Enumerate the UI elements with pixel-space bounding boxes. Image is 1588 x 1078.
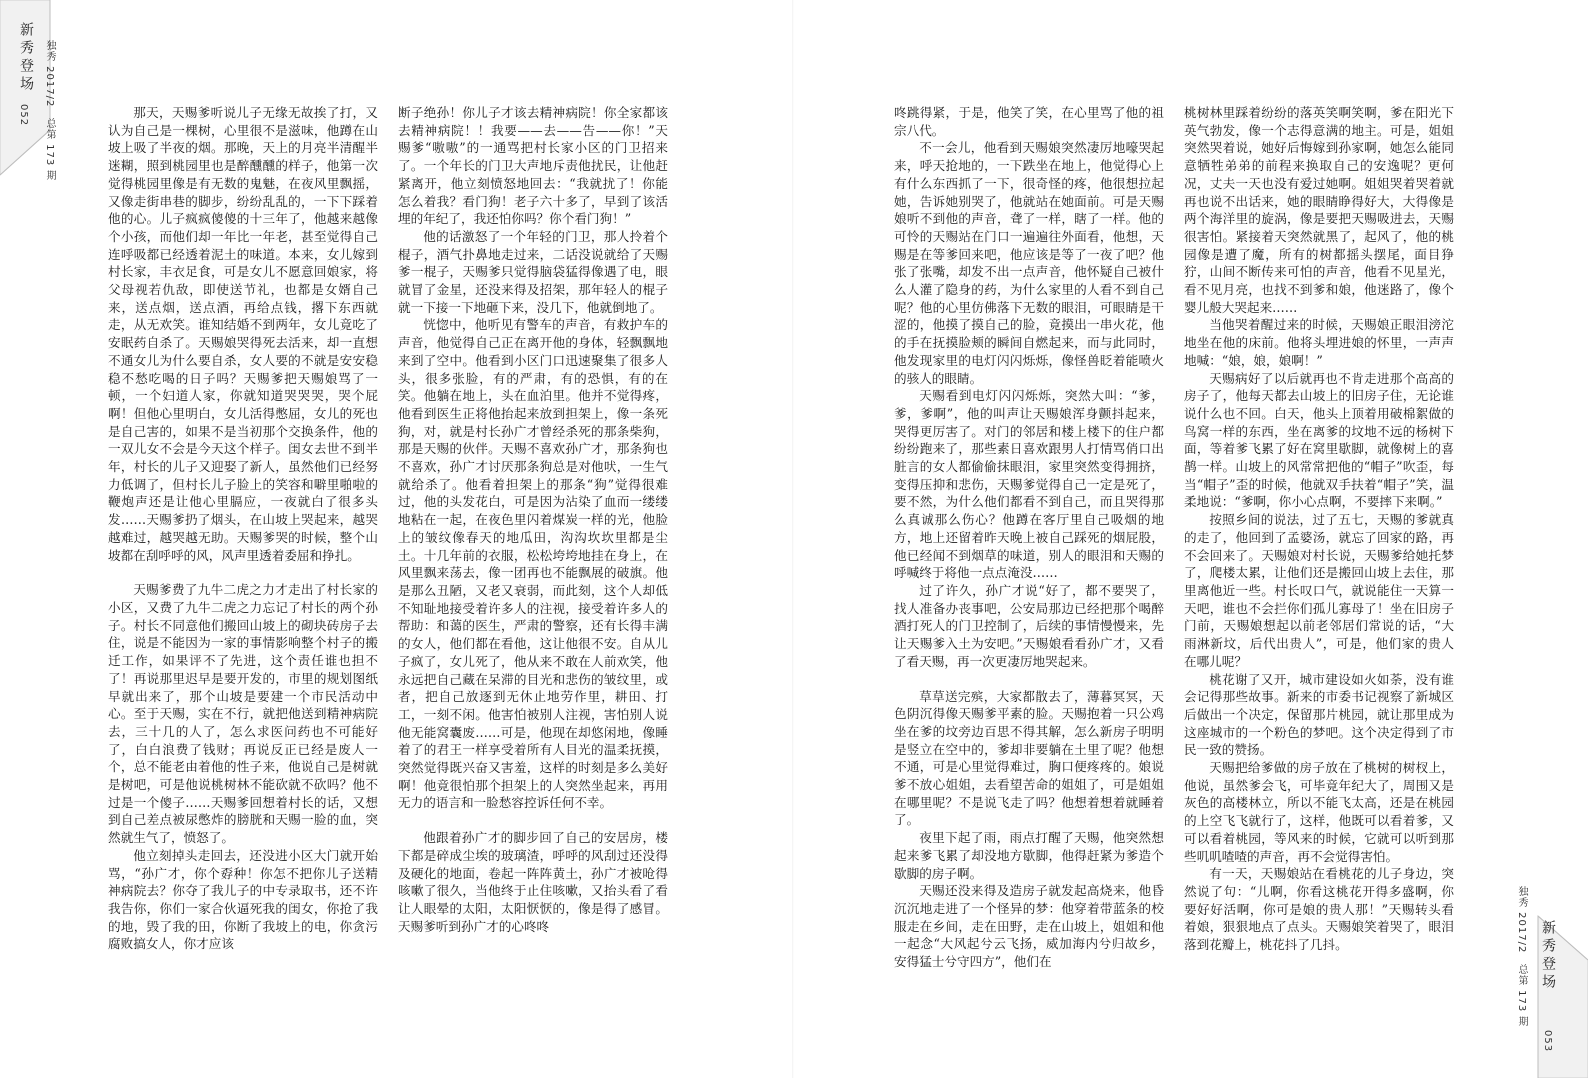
paragraph: 天赐爹费了九牛二虎之力才走出了村长家的小区，又费了九牛二虎之力忘记了村长的两个孙子。村长不同意他们搬回山坡上的砌块砖房子去住，说是不能因为一家的事情影响整个村子的搬迁工作，如果评不了先进，这个责任谁也担不了！再说那里迟早是要开发的，市里的规划图纸早就出来了，那个山坡是要建一个市民活动中心。至于天赐，实在不行，就把他送到精神病院去，三十几的人了，怎么求医问药也不可能好了，白白浪费了钱财；再说反正已经是废人一个，总不能老由着他的性子来，他说自己是树就是树吧，可是他说桃树林不能砍就不砍吗？他不过是一个傻子……天赐爹回想着村长的话，又想到自己差点被尿憋炸的膀胱和天赐一脸的血，突然就生气了，愤怒了。 bbox=[108, 582, 378, 846]
journal-title: 独秀 2017/2 bbox=[1516, 886, 1527, 954]
section-label: 新秀登场 bbox=[1540, 920, 1556, 992]
paragraph: 天赐把给爹做的房子放在了桃树的树杈上，他说，虽然爹会飞，可毕竟年纪大了，周围又是灰色的高楼林立，所以不能飞太高，还是在桃园的上空飞飞就行了，这样，他既可以看着爹，又可以看着桃园，等风来的时候，它就可以听到那些叽叽喳喳的声音，再不会觉得害怕。 bbox=[1184, 760, 1454, 864]
paragraph: 他跟着孙广才的脚步回了自己的安居房，楼下都是碎成尘埃的玻璃渣，呼呼的风刮过还没得及硬化的地面，卷起一阵阵黄土，孙广才被呛得咳嗽了很久，当他终于止住咳嗽，又抬头看了看让人眼晕的太阳，太阳恹恹的，像是得了感冒。天赐爹听到孙广才的心咚咚 bbox=[398, 830, 668, 934]
paragraph: 当他哭着醒过来的时候，天赐娘正眼泪滂沱地坐在他的床前。他将头埋进娘的怀里，一声声地喊：“娘，娘，娘啊！” bbox=[1184, 317, 1454, 368]
paragraph: 他的话激怒了一个年轻的门卫，那人拎着个棍子，酒气扑鼻地走过来，二话没说就给了天赐爹一棍子，天赐爹只觉得脑袋猛得像遇了电，眼就冒了金星，还没来得及招架，那年轻人的棍子就一下接一下地砸下来，没几下，他就倒地了。 bbox=[398, 228, 668, 315]
section-label: 新秀登场 bbox=[18, 22, 34, 94]
paragraph: 桃树林里踩着纷纷的落英笑啊笑啊，爹在阳光下英气勃发，像一个志得意满的地主。可是，姐姐突然哭着说，她好后悔嫁到孙家啊，她怎么能同意牺牲弟弟的前程来换取自己的安逸呢？更何况，丈夫一天也没有爱过她啊。姐姐哭着哭着就再也说不出话来，她的眼睛睁得好大，大得像是两个海洋里的旋涡，像是要把天赐吸进去，天赐很害怕。紧接着天突然就黑了，起风了，他的桃园像是遭了魔，所有的树都摇头摆尾，面目狰狞，山间不断传来可怕的声音，他看不见星光，看不见月亮，也找不到爹和娘，他迷路了，像个婴儿般大哭起来…… bbox=[1184, 105, 1454, 315]
right-page bbox=[794, 0, 1588, 1078]
paragraph: 他立刻掉头走回去，还没进小区大门就开始骂，“孙广才，你个孬种！你怎不把你儿子送精神病院去？你夺了我儿子的中专录取书，还不许我告你，你们一家合伙逼死我的闺女，你抢了我的地，毁了我的田，你断了我坡上的电，你贪污腐败搞女人，你才应该 bbox=[108, 847, 378, 952]
paragraph: 天赐看到电灯闪闪烁烁，突然大叫：“爹，爹，爹啊”，他的叫声让天赐娘浑身颤抖起来，哭得更厉害了。对门的邻居和楼上楼下的住户都纷纷跑来了，那些素日喜欢跟男人打情骂俏口出脏言的女人都偷偷抹眼泪，家里突然变得拥挤，变得压抑和悲伤，天赐爹觉得自己一定是死了，要不然，为什么他们都看不到自己，而且哭得那么真诚那么伤心？他蹲在客厅里自己吸烟的地方，地上还留着昨天晚上被自己踩死的烟屁股，他已经闻不到烟草的味道，别人的眼泪和天赐的呼喊终于将他一点点淹没…… bbox=[894, 388, 1164, 581]
paragraph: 过了许久，孙广才说“好了，都不要哭了，找人准备办丧事吧，公安局那边已经把那个喝醉酒打死人的门卫控制了，后续的事情慢慢来，先让天赐爹入土为安吧。”天赐娘看看孙广才，又看了看天赐，再一次更凄厉地哭起来。 bbox=[894, 582, 1164, 669]
paragraph: 按照乡间的说法，过了五七，天赐的爹就真的走了，他回到了孟婆汤，就忘了回家的路，再不会回来了。天赐娘对村长说，天赐爹给她托梦了，爬楼太累，让他们还是搬回山坡上去住，那里离他近一些。村长叹口气，就说能住一天算一天吧，谁也不会拦你们孤儿寡母了！坐在旧房子门前，天赐娘想起以前老邻居们常说的话，“大雨淋新坟，后代出贵人”，可是，他们家的贵人在哪儿呢？ bbox=[1184, 512, 1454, 669]
paragraph: 夜里下起了雨，雨点打醒了天赐，他突然想起来爹飞累了却没地方歇脚，他得赶紧为爹造个歇脚的房子啊。 bbox=[894, 830, 1164, 881]
paragraph: 不一会儿，他看到天赐娘突然凄厉地嚎哭起来，呼天抢地的，一下跌坐在地上，他觉得心上有什么东西抓了一下，很奇怪的疼，他很想拉起她，告诉她别哭了，他就站在她面前。可是天赐娘听不到他的声音，聋了一样，瞎了一样。他的可怜的天赐站在门口一遍遍往外面看，他想，天赐是在等爹回来吧，他应该是等了一夜了吧？他张了张嘴，却发不出一点声音，他怀疑自己被什么人灌了隐身的药，为什么家里的人看不到自己呢？他的心里仿佛落下无数的眼泪，可眼睛是干涩的，他摸了摸自己的脸，竟摸出一串火花，他的手在抚摸脸颊的瞬间自燃起来，而与此同时，他发现家里的电灯闪闪烁烁，像怪兽眨着能喷火的骇人的眼睛。 bbox=[894, 140, 1164, 386]
page-number: 052 bbox=[18, 104, 29, 127]
paragraph: 桃花谢了又开，城市建设如火如荼，没有谁会记得那些故事。新来的市委书记视察了新城区后做出一个决定，保留那片桃园，就让那里成为这座城市的一个粉色的梦吧。这个决定得到了市民一致的赞扬。 bbox=[1184, 671, 1454, 758]
paragraph: 断子绝孙！你儿子才该去精神病院！你全家都该去精神病院！！我要——去——告——你！”天赐爹“嗷嗷”的一通骂把村长家小区的门卫招来了。一个年长的门卫大声地斥责他扰民，让他赶紧离开，他立刻愤怒地回去：“我就扰了！你能怎么着我？看门狗！老子六十多了，早到了该活埋的年纪了，我还怕你吗？你个看门狗！” bbox=[398, 105, 668, 227]
paragraph: 有一天，天赐娘站在看桃花的儿子身边，突然说了句：“儿啊，你看这桃花开得多盛啊，你要好好活啊，你可是娘的贵人那！”天赐转头看着娘，狠狠地点了点头。天赐娘笑着哭了，眼泪落到花瓣上，桃花抖了几抖。 bbox=[1184, 866, 1454, 953]
paragraph: 草草送完殡，大家都散去了，薄暮冥冥，天色阴沉得像天赐爹平素的脸。天赐抱着一只公鸡坐在爹的坟旁边百思不得其解，怎么新房子明明是竖立在空中的，爹却非要躺在土里了呢？他想不通，可是心里觉得难过，胸口便疼疼的。娘说爹不放心姐姐，去看望苦命的姐姐了，可是姐姐在哪里呢？不是说飞走了吗？他想着想着就睡着了。 bbox=[894, 688, 1164, 828]
text-column-4 bbox=[1184, 104, 1454, 954]
text-column-1 bbox=[108, 104, 378, 953]
issue-number: 总第 173 期 bbox=[44, 118, 55, 182]
issue-number: 总第 173 期 bbox=[1516, 964, 1527, 1028]
paragraph: 咚跳得紧，于是，他笑了笑，在心里骂了他的祖宗八代。 bbox=[894, 105, 1164, 138]
paragraph: 天赐病好了以后就再也不肯走进那个高高的房子了，他每天都去山坡上的旧房子住，无论谁说什么也不回。白天，他头上顶着用破棉絮做的鸟窝一样的东西，坐在离爹的坟地不远的杨树下面，等着爹飞累了好在窝里歇脚，就像树上的喜鹊一样。山坡上的风常常把他的“帽子”吹歪，每当“帽子”歪的时候，他就双手扶着“帽子”笑，温柔地说：“爹啊，你小心点啊，不要摔下来啊。” bbox=[1184, 370, 1454, 510]
journal-title: 独秀 2017/2 bbox=[44, 40, 55, 108]
text-column-2 bbox=[398, 104, 668, 935]
page-number: 053 bbox=[1542, 1030, 1553, 1053]
paragraph: 恍惚中，他听见有警车的声音，有救护车的声音，他觉得自己正在离开他的身体，轻飘飘地来到了空中。他看到小区门口迅速聚集了很多人头，很多张脸，有的严肃，有的恐惧，有的在笑。他躺在地上，头在血泊里。他并不觉得疼，他看到医生正将他抬起来放到担架上，像一条死狗，对，就是村长孙广才曾经杀死的那条柴狗，那是天赐的伙伴。天赐不喜欢孙广才，那条狗也不喜欢，孙广才讨厌那条狗总是对他吠，一生气就给杀了。他看着担架上的那条“狗”觉得很难过，他的头发花白，可是因为沾染了血而一缕缕地粘在一起，在夜色里闪着煤炭一样的光，他脸上的皱纹像春天的地瓜田，沟沟坎坎里都是尘土。十几年前的衣服，松松垮垮地挂在身上，在风里飘来荡去，像一团再也不能飘展的破旗。他是那么丑陋，又老又衰弱，而此刻，这个人却低不知耻地接受着许多人的注视，接受着许多人的帮助：和蔼的医生，严肃的警察，还有长得丰满的女人，他们都在看他，这让他很不安。自从儿子疯了，女儿死了，他从来不敢在人前欢笑，他永远把自己藏在呆滞的目光和悲伤的皱纹里，或者，把自己放逐到无休止地劳作里，耕田、打工，一刻不闲。他害怕被别人注视，害怕别人说他无能窝囊废……可是，他现在却悠闲地，像睡着了的君王一样享受着所有人目光的温柔抚摸，突然觉得既兴奋又害羞，这样的时刻是多么美好啊！他竟很怕那个担架上的人突然坐起来，再用无力的语言和一脸愁容控诉任何不幸。 bbox=[398, 317, 668, 811]
text-column-3 bbox=[894, 104, 1164, 971]
paragraph: 天赐还没来得及造房子就发起高烧来，他昏沉沉地走进了一个怪异的梦：他穿着带蓝条的校服走在乡间，走在田野，走在山坡上，姐姐和他一起念“大风起兮云飞扬，威加海内兮归故乡，安得猛士兮守四方”，他们在 bbox=[894, 883, 1164, 970]
paragraph: 那天，天赐爹听说儿子无缘无故挨了打，又认为自己是一棵树，心里很不是滋味，他蹲在山坡上吸了半夜的烟。那晚，天上的月亮半清醒半迷糊，照到桃园里也是醉醺醺的样子，他第一次觉得桃园里像是有无数的鬼魅，在夜风里飘摇，又像走街串巷的脚步，纷纷乱乱的，一下下踩着他的心。儿子疯疯傻傻的十三年了，他越来越像个小孩，而他们却一年比一年老，甚至觉得自己连呼吸都已经透着泥土的味道。本来，女儿嫁到村长家，丰衣足食，可是女儿不愿意回娘家，将父母视若仇敌，即使送节礼，也都是女婿自己来，送点烟，送点酒，再给点钱，撂下东西就走，从无欢笑。谁知结婚不到两年，女儿竟吃了安眠药自杀了。天赐娘哭得死去活来，却一直想不通女儿为什么要自杀，女人要的不就是安安稳稳不愁吃喝的日子吗？天赐爹把天赐娘骂了一顿，一个妇道人家，你就知道哭哭哭，哭个屁啊！但他心里明白，女儿活得憋屈，女儿的死也是自己害的，如果不是当初那个交换条件，他的一双儿女不会是今天这个样子。闺女去世不到半年，村长的儿子又迎娶了新人，虽然他们已经努力低调了，但村长儿子脸上的笑容和噼里啪啦的鞭炮声还是让他心里膈应，一夜就白了很多头发……天赐爹扔了烟头，在山坡上哭起来，越哭越难过，越哭越无助。天赐爹哭的时候，整个山坡都在刮呼呼的风，风声里透着委屈和挣扎。 bbox=[108, 105, 378, 563]
